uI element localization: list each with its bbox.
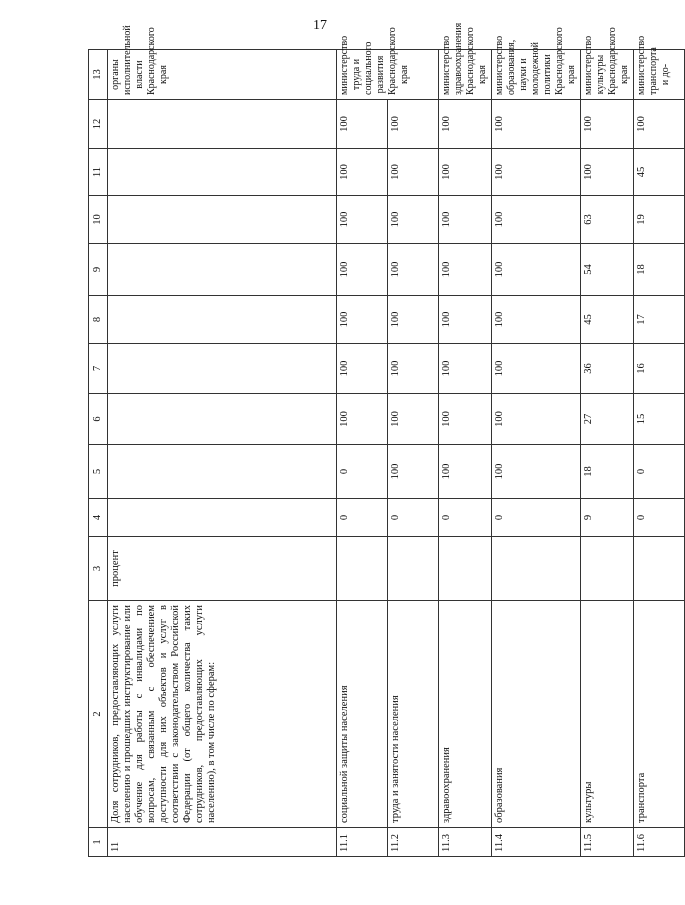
responsible-org: министерство здравоохранения Краснодарского края [439,50,492,100]
value-cell: 0 [634,499,685,537]
value-cell: 100 [337,394,388,445]
value-cell: 100 [337,296,388,344]
value-cell: 18 [581,445,634,499]
indicators-table [88,22,685,857]
value-cell: 100 [439,296,492,344]
value-cell: 0 [492,499,581,537]
value-cell: 0 [337,445,388,499]
row-number: 11.5 [581,828,634,857]
value-cell: 17 [634,296,685,344]
value-cell [108,100,337,149]
column-header: 6 [89,394,108,445]
value-cell [108,244,337,296]
column-header: 4 [89,499,108,537]
value-cell: 54 [581,244,634,296]
unit-cell [439,537,492,601]
row-number: 11.3 [439,828,492,857]
value-cell: 63 [581,196,634,244]
value-cell: 100 [388,149,439,196]
value-cell [108,499,337,537]
value-cell: 15 [634,394,685,445]
responsible-org: министерство труда и социального развития Краснодарского края [337,50,439,100]
value-cell: 16 [634,344,685,394]
row-number: 11.1 [337,828,388,857]
indicator-name: образования [492,601,581,828]
column-header: 8 [89,296,108,344]
value-cell: 0 [337,499,388,537]
indicator-name: транспорта [634,601,685,828]
value-cell: 100 [581,100,634,149]
value-cell [108,296,337,344]
indicator-name: Доля сотрудников, предоставляющих услуги населению и прошедших инструктирование или обучение для работы с инвалидами по вопросам, связанным с обеспечением доступности для них объектов и услуг в соответствии с законодательством Российской Федерации (от общего количества таких сотрудников, предоставляющих услуги населению), в том числе по сферам: [108,601,337,828]
value-cell: 100 [492,445,581,499]
value-cell: 100 [492,149,581,196]
column-header: 11 [89,149,108,196]
value-cell: 100 [388,244,439,296]
value-cell: 100 [439,149,492,196]
responsible-org: министерство образования, науки и молодежной политики Краснодарского края [492,50,581,100]
value-cell: 100 [337,100,388,149]
value-cell: 100 [439,244,492,296]
value-cell: 100 [388,445,439,499]
value-cell: 100 [388,394,439,445]
row-number: 11.4 [492,828,581,857]
indicator-name: здравоохранения [439,601,492,828]
value-cell: 100 [492,344,581,394]
row-number: 11.6 [634,828,685,857]
value-cell: 100 [492,296,581,344]
value-cell: 100 [337,244,388,296]
value-cell: 100 [337,344,388,394]
value-cell: 0 [634,445,685,499]
column-header: 3 [89,537,108,601]
value-cell: 9 [581,499,634,537]
column-header: 12 [89,100,108,149]
value-cell: 100 [634,100,685,149]
value-cell: 100 [439,344,492,394]
unit-cell [634,537,685,601]
unit-cell: процент [108,537,337,601]
column-header: 9 [89,244,108,296]
value-cell [108,149,337,196]
table-row [439,50,492,857]
value-cell: 45 [581,296,634,344]
table-row [337,50,388,857]
value-cell: 100 [388,196,439,244]
value-cell [108,196,337,244]
value-cell: 100 [439,196,492,244]
value-cell [108,394,337,445]
rotated-table-frame [88,22,671,857]
column-number-row [89,50,108,857]
value-cell: 0 [388,499,439,537]
responsible-org: министерство культуры Краснодарского края [581,50,634,100]
column-header: 1 [89,828,108,857]
value-cell [108,344,337,394]
value-cell: 18 [634,244,685,296]
unit-cell [492,537,581,601]
value-cell: 100 [337,149,388,196]
value-cell: 100 [492,100,581,149]
value-cell: 100 [439,394,492,445]
value-cell: 45 [634,149,685,196]
table-row [388,50,439,857]
value-cell: 100 [439,100,492,149]
value-cell: 100 [337,196,388,244]
value-cell: 100 [492,244,581,296]
row-number: 11.2 [388,828,439,857]
value-cell: 100 [492,196,581,244]
value-cell: 100 [388,100,439,149]
value-cell: 100 [439,445,492,499]
unit-cell [388,537,439,601]
row-number: 11 [108,828,337,857]
indicator-name: социальной защиты населения [337,601,388,828]
column-header: 5 [89,445,108,499]
responsible-org: органы исполнительной власти Краснодарского края [108,50,337,100]
table-row [581,50,634,857]
value-cell [108,445,337,499]
indicator-name: труда и занятости населения [388,601,439,828]
column-header: 7 [89,344,108,394]
table-row [492,50,581,857]
column-header: 2 [89,601,108,828]
responsible-org: министерство транспорта и до- [634,50,685,100]
column-header: 10 [89,196,108,244]
value-cell: 100 [388,296,439,344]
value-cell: 100 [581,149,634,196]
table-row [108,50,337,857]
column-header: 13 [89,50,108,100]
table-row [634,50,685,857]
unit-cell [337,537,388,601]
value-cell: 0 [439,499,492,537]
value-cell: 100 [492,394,581,445]
page-number: 17 [313,18,327,33]
value-cell: 27 [581,394,634,445]
unit-cell [581,537,634,601]
value-cell: 36 [581,344,634,394]
value-cell: 100 [388,344,439,394]
indicator-name: культуры [581,601,634,828]
value-cell: 19 [634,196,685,244]
